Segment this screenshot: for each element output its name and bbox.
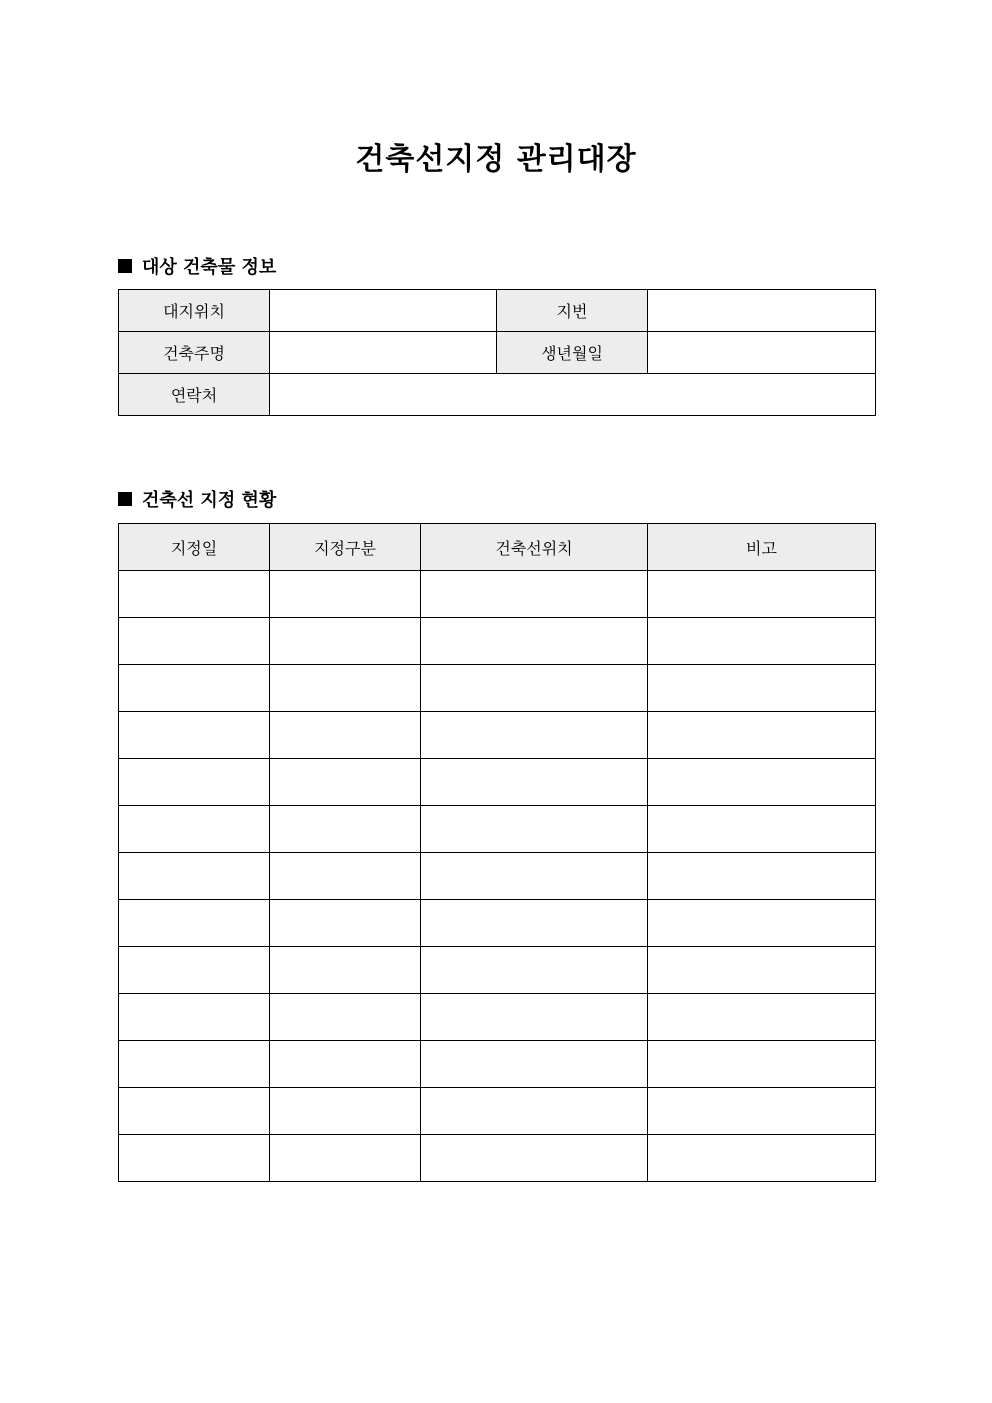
designation-date-cell[interactable] xyxy=(119,947,270,994)
designation-type-cell[interactable] xyxy=(270,806,421,853)
table-row xyxy=(119,665,876,712)
designation-type-cell[interactable] xyxy=(270,571,421,618)
section-heading-building-info xyxy=(118,253,276,279)
remarks-cell[interactable] xyxy=(648,571,876,618)
remarks-cell[interactable] xyxy=(648,994,876,1041)
contact-field[interactable] xyxy=(270,374,876,416)
designation-type-cell[interactable] xyxy=(270,947,421,994)
table-row xyxy=(119,994,876,1041)
building-line-location-cell[interactable] xyxy=(421,1088,648,1135)
building-line-location-cell[interactable] xyxy=(421,1135,648,1182)
table-row xyxy=(119,853,876,900)
table-row xyxy=(119,290,876,332)
remarks-cell[interactable] xyxy=(648,1135,876,1182)
building-line-location-cell[interactable] xyxy=(421,853,648,900)
table-row xyxy=(119,374,876,416)
building-line-location-cell[interactable] xyxy=(421,712,648,759)
designation-date-cell[interactable] xyxy=(119,665,270,712)
designation-date-cell[interactable] xyxy=(119,759,270,806)
table-row xyxy=(119,900,876,947)
designation-date-cell[interactable] xyxy=(119,571,270,618)
building-line-location-cell[interactable] xyxy=(421,900,648,947)
square-bullet-icon xyxy=(118,492,132,506)
designation-date-cell[interactable] xyxy=(119,853,270,900)
designation-type-cell[interactable] xyxy=(270,1088,421,1135)
lot-number-label: 지번 xyxy=(497,290,648,332)
table-row xyxy=(119,759,876,806)
building-line-location-cell[interactable] xyxy=(421,806,648,853)
building-info-table xyxy=(118,289,876,416)
column-header-designation-type: 지정구분 xyxy=(270,524,421,571)
table-row xyxy=(119,947,876,994)
section-heading-label: 대상 건축물 정보 xyxy=(142,257,277,278)
remarks-cell[interactable] xyxy=(648,900,876,947)
remarks-cell[interactable] xyxy=(648,806,876,853)
designation-date-cell[interactable] xyxy=(119,806,270,853)
designation-date-cell[interactable] xyxy=(119,994,270,1041)
remarks-cell[interactable] xyxy=(648,665,876,712)
table-row xyxy=(119,618,876,665)
designation-type-cell[interactable] xyxy=(270,853,421,900)
owner-name-field[interactable] xyxy=(270,332,497,374)
site-location-label: 대지위치 xyxy=(119,290,270,332)
building-line-location-cell[interactable] xyxy=(421,759,648,806)
designation-date-cell[interactable] xyxy=(119,712,270,759)
building-line-location-cell[interactable] xyxy=(421,618,648,665)
contact-label: 연락처 xyxy=(119,374,270,416)
designation-date-cell[interactable] xyxy=(119,1135,270,1182)
building-line-location-cell[interactable] xyxy=(421,571,648,618)
table-row xyxy=(119,332,876,374)
remarks-cell[interactable] xyxy=(648,712,876,759)
table-row xyxy=(119,806,876,853)
building-line-location-cell[interactable] xyxy=(421,947,648,994)
table-row xyxy=(119,1135,876,1182)
designation-date-cell[interactable] xyxy=(119,1088,270,1135)
designation-type-cell[interactable] xyxy=(270,665,421,712)
section-heading-designation-status xyxy=(118,486,276,512)
column-header-building-line-location: 건축선위치 xyxy=(421,524,648,571)
designation-type-cell[interactable] xyxy=(270,1041,421,1088)
designation-type-cell[interactable] xyxy=(270,1135,421,1182)
designation-status-table xyxy=(118,523,876,1182)
remarks-cell[interactable] xyxy=(648,618,876,665)
designation-type-cell[interactable] xyxy=(270,994,421,1041)
column-header-remarks: 비고 xyxy=(648,524,876,571)
birth-date-field[interactable] xyxy=(648,332,876,374)
designation-type-cell[interactable] xyxy=(270,712,421,759)
table-row xyxy=(119,712,876,759)
square-bullet-icon xyxy=(118,259,132,273)
remarks-cell[interactable] xyxy=(648,1088,876,1135)
designation-date-cell[interactable] xyxy=(119,618,270,665)
building-line-location-cell[interactable] xyxy=(421,1041,648,1088)
remarks-cell[interactable] xyxy=(648,759,876,806)
table-header-row xyxy=(119,524,876,571)
designation-type-cell[interactable] xyxy=(270,900,421,947)
table-row xyxy=(119,1088,876,1135)
remarks-cell[interactable] xyxy=(648,1041,876,1088)
owner-name-label: 건축주명 xyxy=(119,332,270,374)
section-heading-label: 건축선 지정 현황 xyxy=(142,490,277,511)
designation-status-body xyxy=(119,571,876,1182)
page-title: 건축선지정 관리대장 xyxy=(355,142,637,177)
remarks-cell[interactable] xyxy=(648,853,876,900)
building-line-location-cell[interactable] xyxy=(421,665,648,712)
designation-date-cell[interactable] xyxy=(119,1041,270,1088)
birth-date-label: 생년월일 xyxy=(497,332,648,374)
table-row xyxy=(119,571,876,618)
column-header-designation-date: 지정일 xyxy=(119,524,270,571)
table-row xyxy=(119,1041,876,1088)
designation-type-cell[interactable] xyxy=(270,618,421,665)
designation-date-cell[interactable] xyxy=(119,900,270,947)
remarks-cell[interactable] xyxy=(648,947,876,994)
building-line-location-cell[interactable] xyxy=(421,994,648,1041)
designation-type-cell[interactable] xyxy=(270,759,421,806)
site-location-field[interactable] xyxy=(270,290,497,332)
lot-number-field[interactable] xyxy=(648,290,876,332)
